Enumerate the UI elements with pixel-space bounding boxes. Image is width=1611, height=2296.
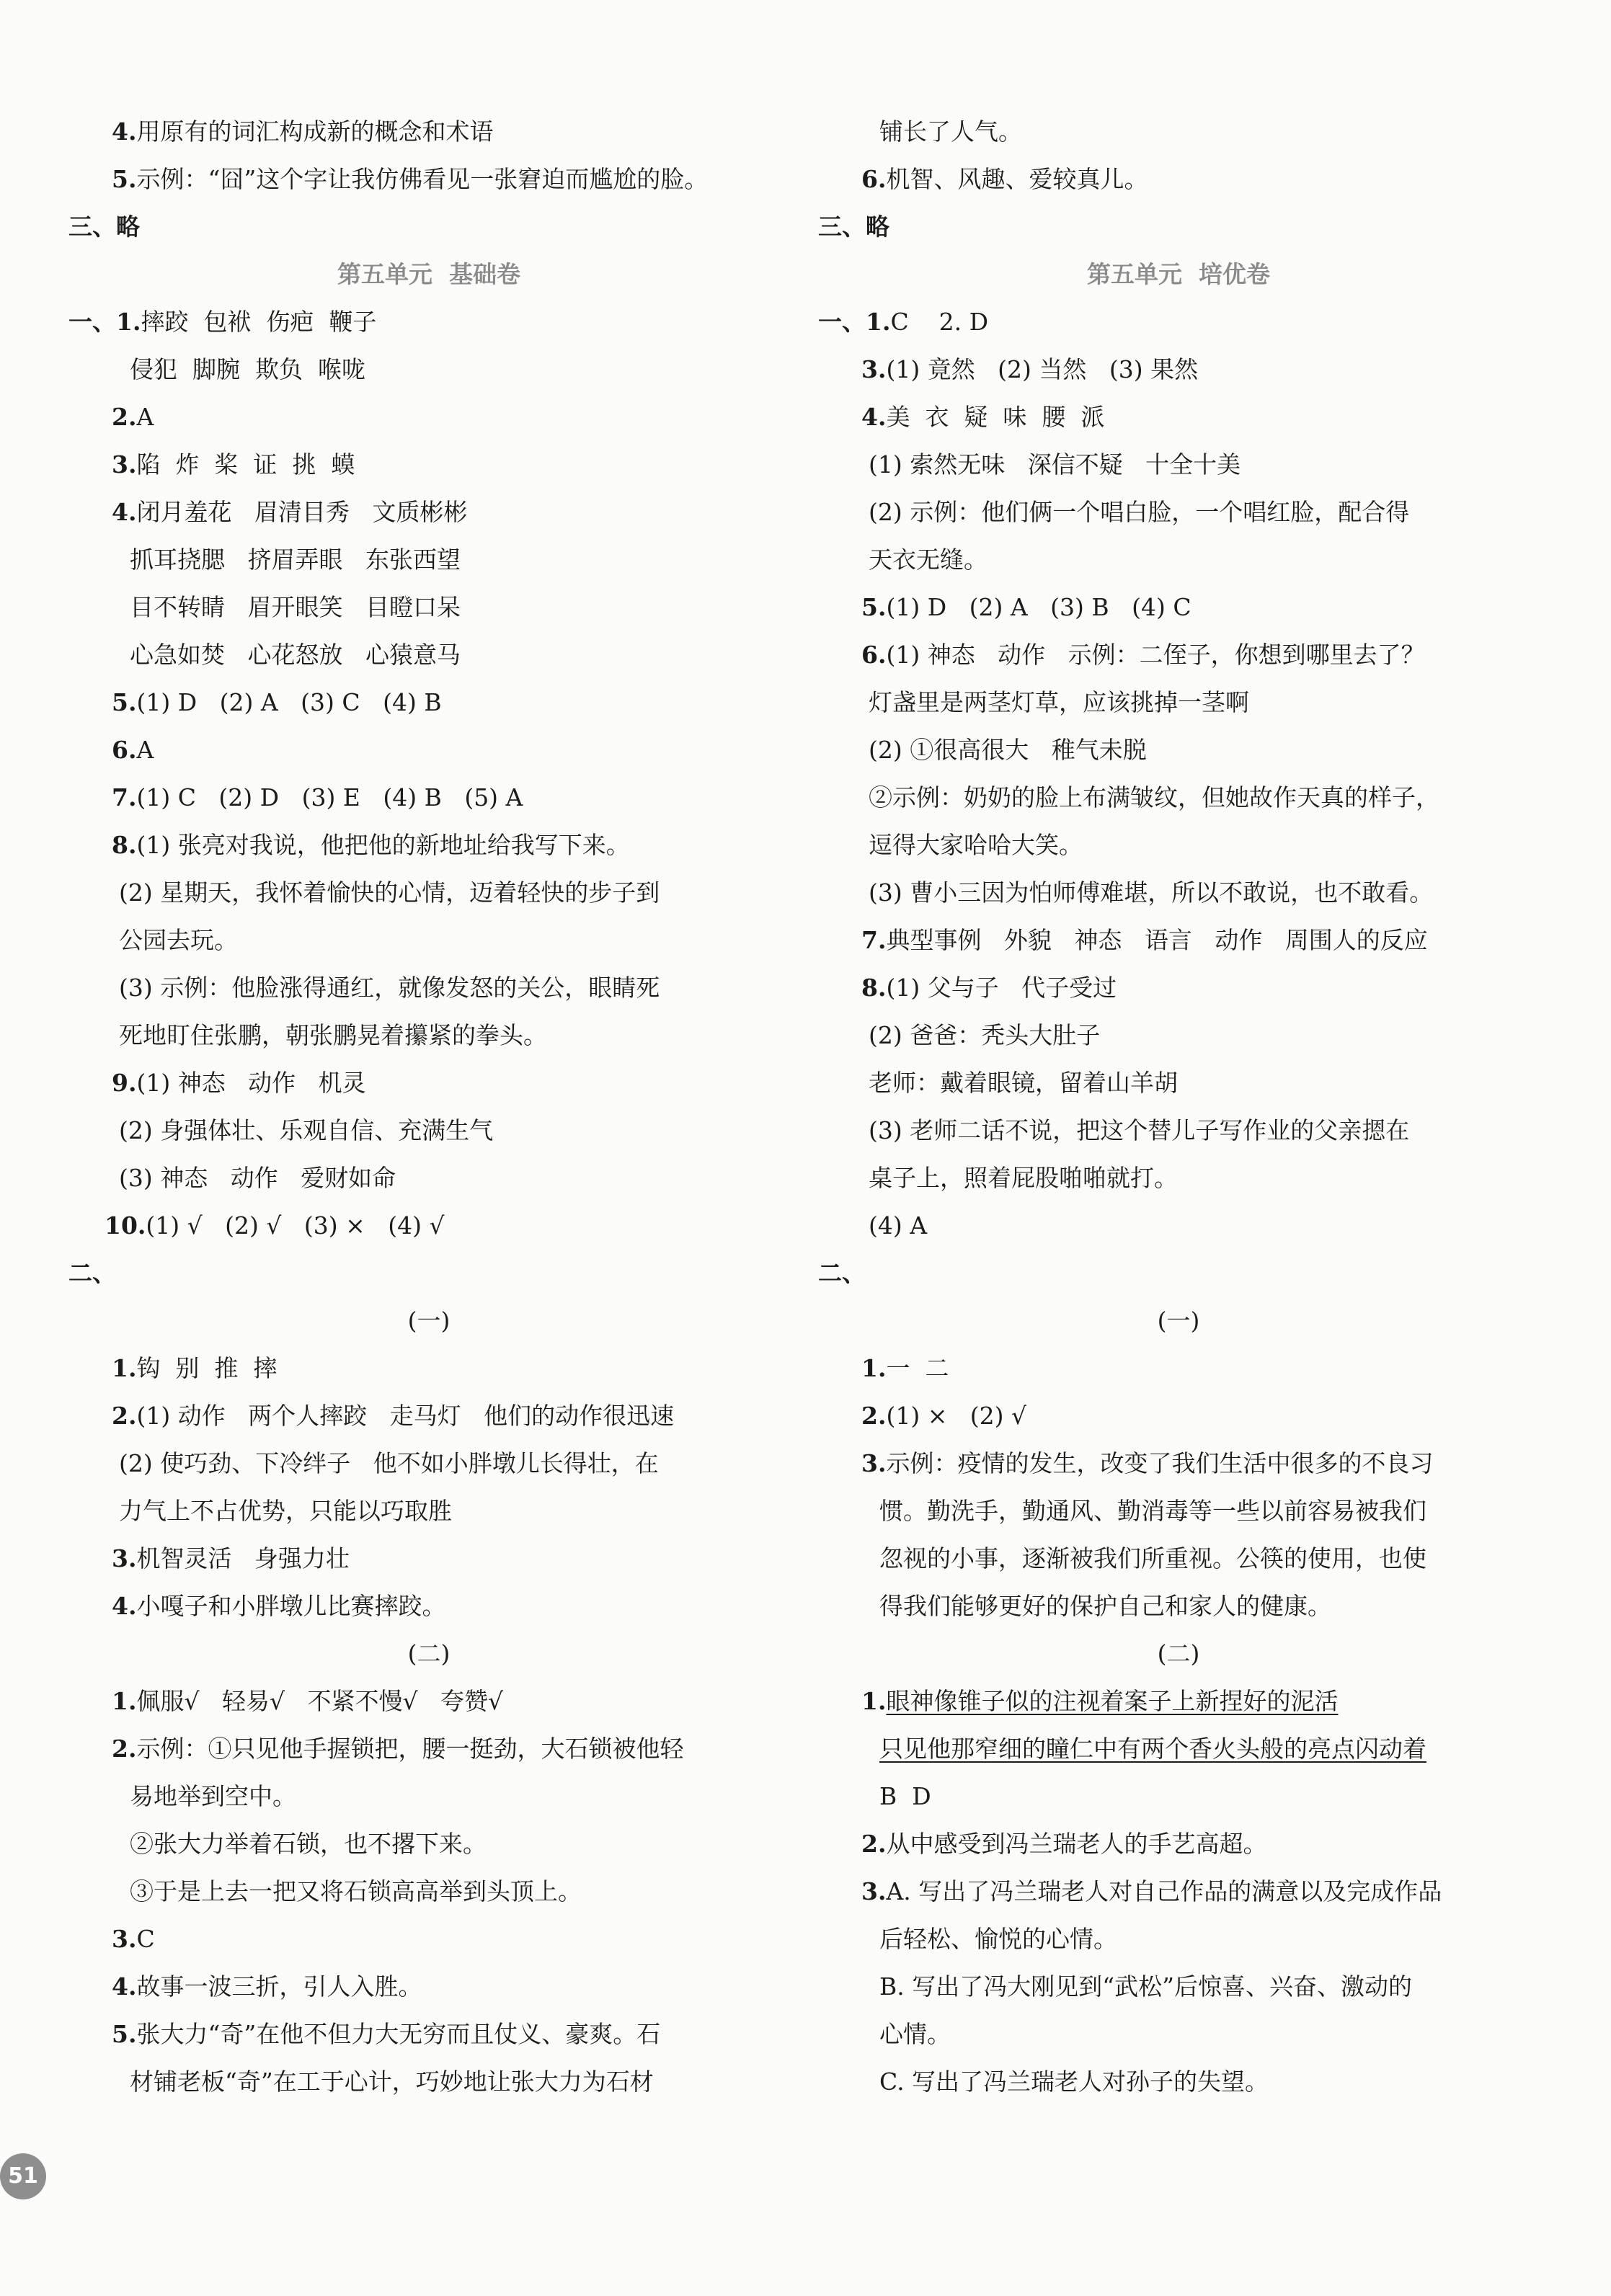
answer-line: [68, 108, 789, 156]
answer-line: [818, 1107, 1539, 1154]
answer-text: 只见他那窄细的瞳仁中有两个香火头般的亮点闪动着: [879, 1735, 1426, 1763]
question-number: 1.: [112, 1354, 137, 1382]
answer-line: [68, 1915, 789, 1963]
answer-text: 示例：“囧”这个字让我仿佛看见一张窘迫而尴尬的脸。: [136, 165, 709, 193]
answer-line: [68, 584, 789, 631]
answer-text: (1) 张亮对我说，他把他的新地址给我写下来。: [136, 831, 630, 859]
answer-text: (2) 爸爸：秃头大肚子: [869, 1021, 1101, 1049]
answer-text: 陷 炸 桨 证 挑 蟆: [136, 450, 355, 479]
answer-text: 老师：戴着眼镜，留着山羊胡: [869, 1069, 1178, 1097]
answer-text: ②张大力举着石锁，也不撂下来。: [130, 1830, 487, 1858]
question-number: 3.: [112, 1925, 137, 1953]
answer-text: 天衣无缝。: [869, 546, 988, 574]
answer-text: (1) D (2) A (3) B (4) C: [886, 593, 1191, 621]
answer-line: [68, 964, 789, 1012]
answer-text: 佩服√ 轻易√ 不紧不慢√ 夸赞√: [136, 1687, 503, 1715]
answer-text: 心急如焚 心花怒放 心猿意马: [130, 641, 461, 669]
answer-line: [68, 631, 789, 679]
answer-text: 灯盏里是两茎灯草，应该挑掉一茎啊: [869, 688, 1249, 716]
answer-text: B. 写出了冯大刚见到“武松”后惊喜、兴奋、激动的: [879, 1972, 1412, 2001]
question-number: 5.: [112, 165, 137, 193]
answer-line: [68, 1107, 789, 1154]
answer-line: [68, 726, 789, 774]
answer-text: (1) × (2) √: [886, 1402, 1027, 1430]
answer-text: (1) 神态 动作 示例：二侄子，你想到哪里去了？: [886, 641, 1425, 669]
answer-line: [818, 346, 1539, 393]
answer-text: (3) 曹小三因为怕师傅难堪，所以不敢说，也不敢看。: [869, 878, 1434, 907]
answer-line: [68, 393, 789, 441]
answer-text: 闭月羞花 眉清目秀 文质彬彬: [136, 498, 468, 526]
answer-line: [818, 679, 1539, 726]
answer-line: [68, 1202, 789, 1250]
answer-line: [818, 726, 1539, 774]
answer-line: [818, 108, 1539, 156]
answer-line: [818, 1725, 1539, 1773]
answer-text: (2) 星期天，我怀着愉快的心情，迈着轻快的步子到: [119, 878, 660, 907]
answer-text: (2) ①很高很大 稚气未脱: [869, 736, 1147, 764]
answer-line: [818, 631, 1539, 679]
answer-line: [68, 774, 789, 822]
answer-line: [818, 489, 1539, 536]
answer-line: [68, 346, 789, 393]
question-number: 5.: [112, 688, 137, 716]
question-number: 4.: [112, 1972, 137, 2001]
section-marker: 一、: [68, 308, 116, 336]
answer-line: [68, 1487, 789, 1535]
answer-text: (1) C (2) D (3) E (4) B (5) A: [136, 783, 523, 811]
answer-line: [818, 1583, 1539, 1630]
answer-text: 机智、风趣、爱较真儿。: [886, 165, 1148, 193]
answer-line: [68, 2011, 789, 2058]
answer-line: [818, 1868, 1539, 1915]
answer-text: 抓耳挠腮 挤眉弄眼 东张西望: [130, 546, 461, 574]
question-number: 6.: [112, 736, 137, 764]
answer-text: 张大力“奇”在他不但力大无穷而且仗义、豪爽。石: [136, 2020, 661, 2048]
answer-line: [68, 917, 789, 964]
answer-text: (3) 神态 动作 爱财如命: [119, 1164, 396, 1192]
answer-line: [68, 1345, 789, 1392]
answer-line: [68, 1820, 789, 1868]
question-number: 3.: [112, 450, 137, 479]
answer-text: A: [136, 736, 154, 764]
question-number: 5.: [112, 2020, 137, 2048]
question-number: 2.: [112, 1402, 137, 1430]
answer-text: 惯。勤洗手，勤通风、勤消毒等一些以前容易被我们: [879, 1497, 1426, 1525]
answer-line: [68, 489, 789, 536]
answer-line: [68, 298, 789, 346]
answer-line: [68, 1725, 789, 1773]
answer-line: [818, 2058, 1539, 2106]
answer-line: [818, 1820, 1539, 1868]
answer-line: [818, 441, 1539, 489]
answer-line: [68, 536, 789, 584]
question-number: 5.: [861, 593, 887, 621]
section-heading: 二、: [818, 1259, 866, 1287]
answer-text: (3) 老师二话不说，把这个替儿子写作业的父亲摁在: [869, 1116, 1410, 1144]
answer-line: [818, 1202, 1539, 1250]
question-number: 2.: [861, 1830, 887, 1858]
answer-text: 铺长了人气。: [879, 117, 1022, 146]
answer-text: 材铺老板“奇”在工于心计，巧妙地让张大力为石材: [130, 2068, 654, 2096]
answer-line: [68, 822, 789, 869]
section-heading: 三、略: [818, 213, 889, 241]
answer-text: 公园去玩。: [119, 926, 238, 954]
answer-text: (1) 父与子 代子受过: [886, 974, 1117, 1002]
answer-text: A. 写出了冯兰瑞老人对自己作品的满意以及完成作品: [886, 1877, 1442, 1905]
question-number: 4.: [112, 498, 137, 526]
answer-text: 死地盯住张鹏，朝张鹏晃着攥紧的拳头。: [119, 1021, 547, 1049]
question-number: 3.: [861, 1449, 887, 1477]
passage-heading: (一): [1157, 1307, 1200, 1335]
section-heading: 二、: [68, 1259, 116, 1287]
question-number: 1.: [861, 1687, 887, 1715]
answer-line: [68, 441, 789, 489]
answer-line: [818, 2011, 1539, 2058]
answer-line: [818, 822, 1539, 869]
answer-line: [818, 1487, 1539, 1535]
answer-line: [818, 964, 1539, 1012]
answer-text: 一 二: [886, 1354, 949, 1382]
answer-line: [818, 1059, 1539, 1107]
question-number: 4.: [112, 1592, 137, 1620]
answer-line: [68, 869, 789, 917]
answer-text: 后轻松、愉悦的心情。: [879, 1925, 1117, 1953]
answer-text: 目不转睛 眉开眼笑 目瞪口呆: [130, 593, 461, 621]
answer-line: [68, 1440, 789, 1487]
section-marker: 一、: [818, 308, 866, 336]
answer-text: (4) A: [869, 1211, 928, 1240]
right-answer-column: [818, 108, 1539, 2106]
answer-line: [818, 869, 1539, 917]
answer-text: 力气上不占优势，只能以巧取胜: [119, 1497, 452, 1525]
answer-text: 机智灵活 身强力壮: [136, 1544, 350, 1572]
answer-text: 美 衣 疑 味 腰 派: [886, 403, 1105, 431]
answer-text: 眼神像锥子似的注视着案子上新捏好的泥活: [886, 1687, 1339, 1715]
question-number: 1.: [861, 1354, 887, 1382]
answer-line: [818, 1773, 1539, 1820]
answer-line: [818, 1012, 1539, 1059]
passage-heading: (二): [407, 1639, 451, 1668]
answer-line: [68, 1773, 789, 1820]
answer-line: [68, 1535, 789, 1583]
answer-text: (1) 索然无味 深信不疑 十全十美: [869, 450, 1241, 479]
answer-line: [68, 2058, 789, 2106]
passage-heading: (一): [407, 1307, 451, 1335]
question-number: 3.: [112, 1544, 137, 1572]
question-number: 6.: [861, 641, 887, 669]
question-number: 10.: [105, 1211, 146, 1240]
answer-text: C 2. D: [890, 308, 989, 336]
question-number: 1.: [112, 1687, 137, 1715]
question-number: 9.: [112, 1069, 137, 1097]
answer-line: [818, 298, 1539, 346]
answer-line: [818, 1392, 1539, 1440]
question-number: 3.: [861, 1877, 887, 1905]
answer-text: (1) D (2) A (3) C (4) B: [136, 688, 442, 716]
answer-line: [818, 774, 1539, 822]
question-number: 4.: [861, 403, 887, 431]
answer-line: [68, 156, 789, 203]
question-number: 7.: [861, 926, 887, 954]
answer-text: (1) √ (2) √ (3) × (4) √: [146, 1211, 445, 1240]
answer-line: [68, 1059, 789, 1107]
answer-text: 逗得大家哈哈大笑。: [869, 831, 1083, 859]
question-number: 4.: [112, 117, 137, 146]
question-number: 7.: [112, 783, 137, 811]
answer-text: B D: [879, 1782, 931, 1810]
answer-text: 钩 别 推 摔: [136, 1354, 278, 1382]
answer-line: [68, 1154, 789, 1202]
question-number: 6.: [861, 165, 887, 193]
answer-text: 典型事例 外貌 神态 语言 动作 周围人的反应: [886, 926, 1428, 954]
unit-section-title: 第五单元 基础卷: [337, 260, 520, 288]
answer-text: 摔跤 包袱 伤疤 鞭子: [141, 308, 377, 336]
answer-text: 忽视的小事，逐渐被我们所重视。公筷的使用，也使: [879, 1544, 1426, 1572]
answer-text: 心情。: [879, 2020, 951, 2048]
answer-text: C. 写出了冯兰瑞老人对孙子的失望。: [879, 2068, 1269, 2096]
answer-line: [818, 1915, 1539, 1963]
answer-text: 从中感受到冯兰瑞老人的手艺高超。: [886, 1830, 1267, 1858]
answer-text: (1) 神态 动作 机灵: [136, 1069, 366, 1097]
answer-line: [68, 1392, 789, 1440]
answer-line: [68, 679, 789, 726]
question-number: 2.: [861, 1402, 887, 1430]
answer-text: 示例：疫情的发生，改变了我们生活中很多的不良习: [886, 1449, 1434, 1477]
unit-section-title: 第五单元 培优卷: [1087, 260, 1270, 288]
page-number-badge: 51: [0, 2153, 46, 2199]
answer-line: [818, 536, 1539, 584]
answer-line: [818, 1440, 1539, 1487]
answer-text: (2) 示例：他们俩一个唱白脸，一个唱红脸，配合得: [869, 498, 1410, 526]
answer-text: ③于是上去一把又将石锁高高举到头顶上。: [130, 1877, 582, 1905]
answer-text: A: [136, 403, 154, 431]
answer-text: 小嘎子和小胖墩儿比赛摔跤。: [136, 1592, 446, 1620]
question-number: 2.: [112, 403, 137, 431]
passage-heading: (二): [1157, 1639, 1200, 1668]
answer-text: 易地举到空中。: [130, 1782, 296, 1810]
answer-line: [68, 1012, 789, 1059]
answer-text: C: [136, 1925, 155, 1953]
answer-line: [818, 1154, 1539, 1202]
answer-text: (2) 使巧劲、下冷绊子 他不如小胖墩儿长得壮，在: [119, 1449, 659, 1477]
answer-text: (1) 竟然 (2) 当然 (3) 果然: [886, 355, 1199, 383]
answer-line: [818, 1963, 1539, 2011]
answer-text: 得我们能够更好的保护自己和家人的健康。: [879, 1592, 1331, 1620]
answer-text: ②示例：奶奶的脸上布满皱纹，但她故作天真的样子，: [869, 783, 1439, 811]
answer-text: 侵犯 脚腕 欺负 喉咙: [130, 355, 365, 383]
answer-text: 用原有的词汇构成新的概念和术语: [136, 117, 494, 146]
answer-line: [818, 1535, 1539, 1583]
answer-line: [68, 1963, 789, 2011]
answer-line: [818, 1345, 1539, 1392]
answer-line: [68, 1583, 789, 1630]
left-answer-column: [68, 108, 789, 2106]
answer-text: 故事一波三折，引人入胜。: [136, 1972, 422, 2001]
section-heading: 三、略: [68, 213, 140, 241]
answer-text: 示例：①只见他手握锁把，腰一挺劲，大石锁被他轻: [136, 1735, 684, 1763]
answer-line: [818, 1678, 1539, 1725]
question-number: 8.: [861, 974, 887, 1002]
question-number: 1.: [866, 308, 891, 336]
question-number: 2.: [112, 1735, 137, 1763]
answer-text: (1) 动作 两个人摔跤 走马灯 他们的动作很迅速: [136, 1402, 675, 1430]
question-number: 3.: [861, 355, 887, 383]
question-number: 8.: [112, 831, 137, 859]
answer-line: [818, 917, 1539, 964]
answer-line: [68, 1868, 789, 1915]
answer-line: [818, 156, 1539, 203]
answer-line: [68, 1678, 789, 1725]
answer-text: (3) 示例：他脸涨得通红，就像发怒的关公，眼睛死: [119, 974, 660, 1002]
answer-text: (2) 身强体壮、乐观自信、充满生气: [119, 1116, 494, 1144]
answer-line: [818, 393, 1539, 441]
question-number: 1.: [116, 308, 141, 336]
answer-text: 桌子上，照着屁股啪啪就打。: [869, 1164, 1178, 1192]
answer-line: [818, 584, 1539, 631]
